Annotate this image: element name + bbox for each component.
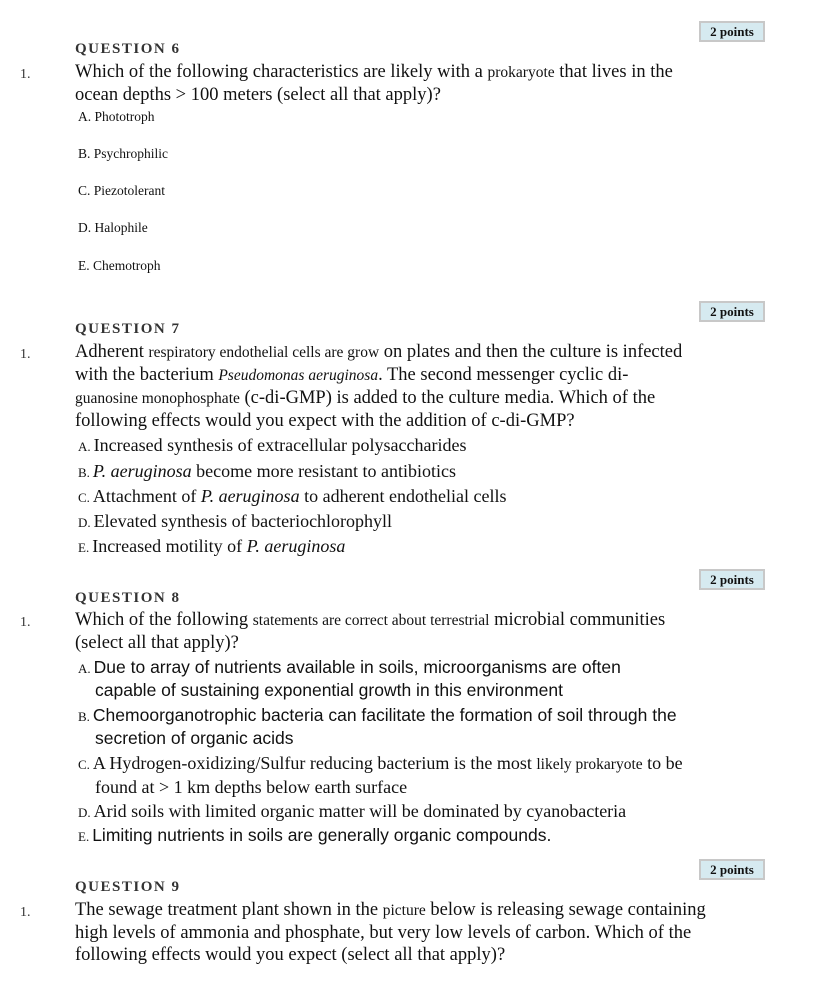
option-letter: A. bbox=[78, 661, 91, 676]
question-text: following effects would you expect with the addition of c-di-GMP? bbox=[75, 411, 575, 431]
option-letter: E. bbox=[78, 540, 90, 555]
text: (c-di-GMP) is added to the culture media. Which of the bbox=[239, 388, 656, 408]
text: microbial communities bbox=[489, 610, 666, 630]
option-e[interactable] bbox=[78, 826, 551, 845]
option-c-cont[interactable]: found at > 1 km depths below earth surface bbox=[95, 777, 408, 797]
question-text bbox=[75, 343, 682, 362]
option-text: become more resistant to antibiotics bbox=[191, 461, 457, 481]
question-heading: QUESTION 6 bbox=[75, 41, 181, 57]
option-b[interactable] bbox=[78, 462, 456, 480]
option-b-cont[interactable]: secretion of organic acids bbox=[95, 728, 294, 748]
option-e[interactable] bbox=[78, 537, 345, 555]
text: below is releasing sewage containing bbox=[425, 900, 706, 920]
option-text: Chemoorganotrophic bacteria can facilitate the formation of soil through the bbox=[92, 705, 677, 725]
option-a[interactable] bbox=[78, 658, 621, 677]
question-text: following effects would you expect (select all that apply)? bbox=[75, 945, 506, 965]
option-a-cont[interactable]: capable of sustaining exponential growth in this environment bbox=[95, 680, 563, 700]
option-text: to adherent endothelial cells bbox=[299, 486, 507, 506]
question-text: (select all that apply)? bbox=[75, 633, 239, 653]
question-text bbox=[75, 389, 655, 408]
points-badge: 2 points bbox=[699, 569, 765, 590]
text: respiratory endothelial cells are grow bbox=[148, 344, 380, 361]
text: picture bbox=[382, 902, 426, 919]
species-name: Pseudomonas aeruginosa bbox=[218, 367, 379, 384]
question-number: 1. bbox=[20, 67, 31, 82]
option-c[interactable]: C. Piezotolerant bbox=[78, 183, 165, 198]
option-c[interactable] bbox=[78, 754, 683, 773]
option-text: Arid soils with limited organic matter will be dominated by cyanobacteria bbox=[93, 801, 627, 821]
option-text: Increased synthesis of extracellular polysaccharides bbox=[93, 435, 467, 455]
option-e[interactable]: E. Chemotroph bbox=[78, 258, 161, 273]
option-text: Elevated synthesis of bacteriochlorophyll bbox=[93, 511, 393, 531]
option-text: Limiting nutrients in soils are generally organic compounds. bbox=[92, 825, 552, 845]
text: that lives in the bbox=[554, 62, 673, 82]
text: . The second messenger cyclic di- bbox=[378, 365, 629, 385]
option-letter: C. bbox=[78, 490, 90, 505]
text: Which of the following bbox=[75, 610, 253, 630]
option-letter: B. bbox=[78, 709, 90, 724]
question-text bbox=[75, 611, 665, 630]
question-heading: QUESTION 7 bbox=[75, 321, 181, 337]
question-text bbox=[75, 63, 673, 82]
option-d[interactable] bbox=[78, 802, 626, 820]
question-number: 1. bbox=[20, 615, 31, 630]
text: prokaryote bbox=[487, 64, 555, 81]
points-badge: 2 points bbox=[699, 21, 765, 42]
option-a[interactable] bbox=[78, 436, 466, 454]
question-heading: QUESTION 9 bbox=[75, 879, 181, 895]
question-text bbox=[75, 901, 706, 920]
text: on plates and then the culture is infected bbox=[379, 342, 683, 362]
option-d[interactable]: D. Halophile bbox=[78, 220, 148, 235]
question-text: ocean depths > 100 meters (select all that apply)? bbox=[75, 85, 441, 105]
question-text bbox=[75, 366, 628, 385]
option-letter: A. bbox=[78, 439, 91, 454]
question-number: 1. bbox=[20, 905, 31, 920]
option-text: A Hydrogen-oxidizing/Sulfur reducing bacterium is the most bbox=[92, 753, 537, 773]
option-d[interactable] bbox=[78, 512, 392, 530]
option-text: Attachment of bbox=[92, 486, 201, 506]
question-text: high levels of ammonia and phosphate, but very low levels of carbon. Which of the bbox=[75, 923, 692, 943]
option-a[interactable]: A. Phototroph bbox=[78, 109, 155, 124]
option-letter: E. bbox=[78, 829, 90, 844]
option-b[interactable] bbox=[78, 706, 677, 725]
text: Which of the following characteristics are likely with a bbox=[75, 62, 488, 82]
option-letter: D. bbox=[78, 515, 91, 530]
species-name: P. aeruginosa bbox=[246, 536, 346, 556]
text: statements are correct about terrestrial bbox=[252, 612, 490, 629]
text: Adherent bbox=[75, 342, 149, 362]
option-letter: D. bbox=[78, 805, 91, 820]
option-c[interactable] bbox=[78, 487, 507, 505]
text: guanosine monophosphate bbox=[75, 390, 240, 407]
option-text: likely prokaryote bbox=[536, 756, 643, 773]
option-text: Due to array of nutrients available in soils, microorganisms are often bbox=[93, 657, 621, 677]
text: The sewage treatment plant shown in the bbox=[75, 900, 383, 920]
option-text: Increased motility of bbox=[92, 536, 247, 556]
option-letter: C. bbox=[78, 757, 90, 772]
option-b[interactable]: B. Psychrophilic bbox=[78, 146, 168, 161]
species-name: P. aeruginosa bbox=[92, 461, 192, 481]
option-letter: B. bbox=[78, 465, 90, 480]
points-badge: 2 points bbox=[699, 301, 765, 322]
species-name: P. aeruginosa bbox=[200, 486, 300, 506]
question-number: 1. bbox=[20, 347, 31, 362]
points-badge: 2 points bbox=[699, 859, 765, 880]
option-text: to be bbox=[642, 753, 683, 773]
question-heading: QUESTION 8 bbox=[75, 590, 181, 606]
text: with the bacterium bbox=[75, 365, 219, 385]
